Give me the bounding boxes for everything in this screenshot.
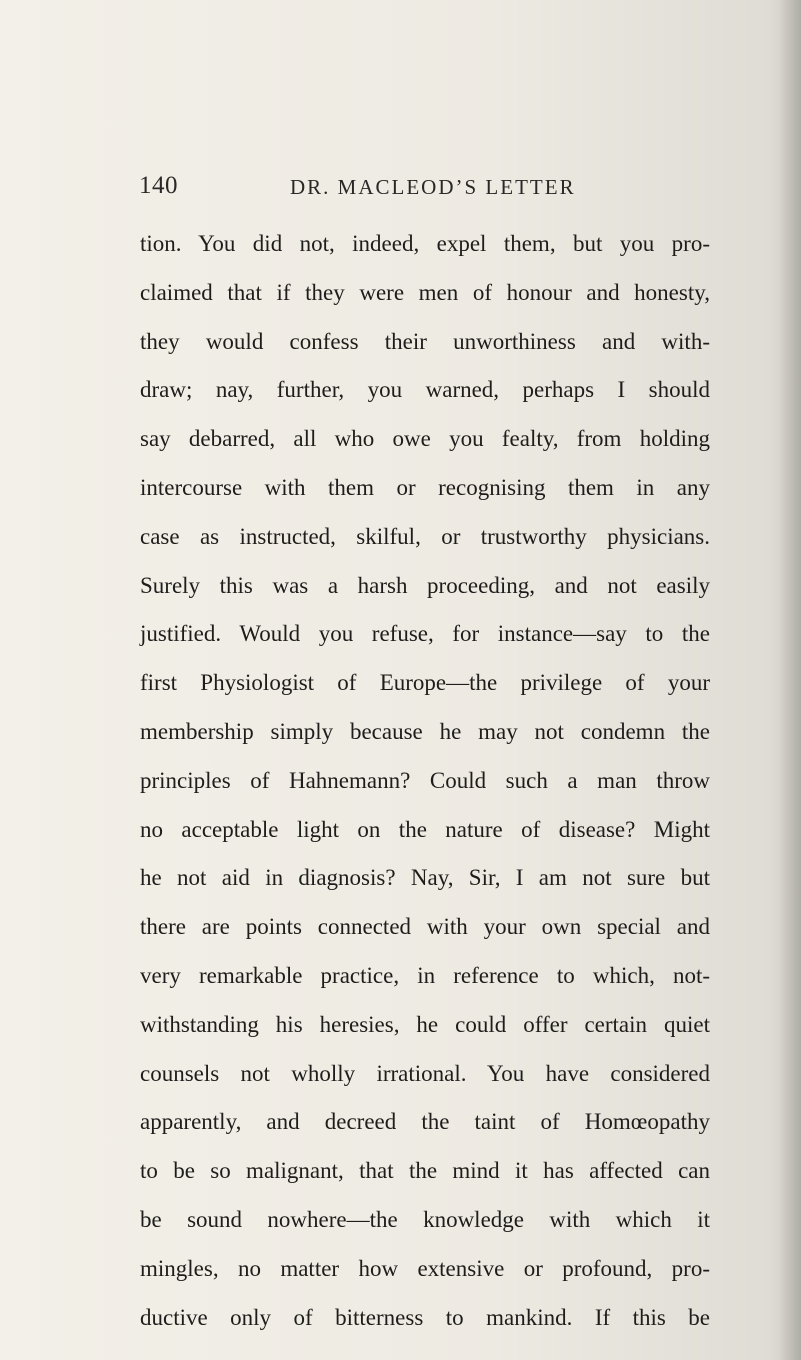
- text-line: intercourse with them or recognising them in any: [140, 474, 710, 500]
- text-line: they would confess their unworthiness and with-: [140, 328, 710, 354]
- page-number: 140: [139, 172, 178, 199]
- text-line: justified. Would you refuse, for instance—say to the: [140, 621, 710, 647]
- text-line: case as instructed, skilful, or trustworthy physicians.: [140, 523, 710, 549]
- text-line: be sound nowhere—the knowledge with which it: [140, 1206, 710, 1232]
- text-line: ductive only of bitterness to mankind. If this be: [140, 1304, 710, 1330]
- text-line: there are points connected with your own special and: [140, 914, 710, 940]
- running-head: DR. MACLEOD’S LETTER: [290, 175, 576, 199]
- text-line: counsels not wholly irrational. You have considered: [140, 1060, 710, 1086]
- text-line: draw; nay, further, you warned, perhaps I should: [140, 377, 710, 403]
- text-line: to be so malignant, that the mind it has affected can: [140, 1158, 710, 1184]
- text-line: no acceptable light on the nature of disease? Might: [140, 816, 710, 842]
- text-line: tion. You did not, indeed, expel them, but you pro-: [140, 231, 710, 256]
- text-line: very remarkable practice, in reference to which, not-: [140, 962, 710, 988]
- text-line: principles of Hahnemann? Could such a man throw: [140, 767, 710, 793]
- text-line: he not aid in diagnosis? Nay, Sir, I am not sure but: [140, 865, 710, 891]
- text-line: membership simply because he may not condemn the: [140, 718, 710, 744]
- text-line: Surely this was a harsh proceeding, and not easily: [140, 572, 710, 598]
- text-line: say debarred, all who owe you fealty, from holding: [140, 426, 710, 452]
- page-header: [0, 170, 801, 206]
- text-line: apparently, and decreed the taint of Homœopathy: [140, 1109, 710, 1135]
- text-line: claimed that if they were men of honour and honesty,: [140, 279, 710, 305]
- text-line: mingles, no matter how extensive or profound, pro-: [140, 1255, 710, 1281]
- text-line: first Physiologist of Europe—the privilege of your: [140, 670, 710, 696]
- text-line: withstanding his heresies, he could offer certain quiet: [140, 1011, 710, 1037]
- body-text: [140, 220, 710, 1342]
